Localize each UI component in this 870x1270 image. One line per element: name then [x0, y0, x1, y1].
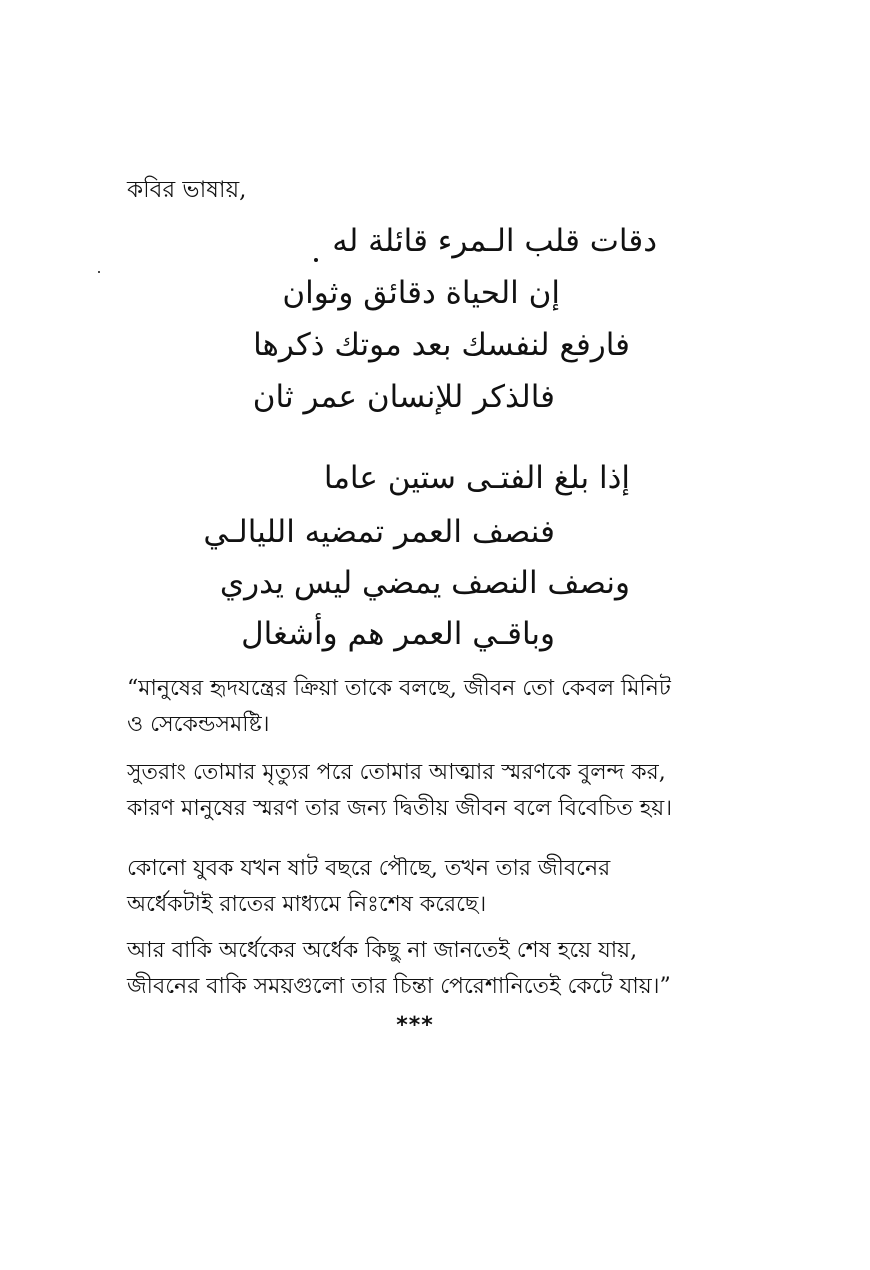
translation-paragraph [127, 851, 747, 923]
intro-line: কবির ভাষায়, [127, 177, 247, 203]
translation-paragraph [127, 755, 747, 827]
paragraph-line: “মানুষের হৃদযন্ত্রের ক্রিয়া তাকে বলছে, জীবন তো কেবল মিনিট [127, 676, 671, 701]
arabic-verse-line: ونصف النصف يمضي ليس يدري [219, 565, 630, 601]
print-speck [98, 271, 100, 273]
paragraph-line: ও সেকেন্ডসমষ্টি। [127, 712, 270, 737]
print-speck [314, 258, 318, 262]
arabic-verse-line: فنصف العمر تمضيه الليالـي [203, 514, 555, 550]
arabic-verse-line: فالذكر للإنسان عمر ثان [252, 379, 555, 415]
paragraph-line: সুতরাং তোমার মৃত্যুর পরে তোমার আত্মার স্মরণকে বুলন্দ কর, [127, 760, 666, 785]
section-separator: *** [396, 1013, 434, 1038]
paragraph-line: অর্ধেকটাই রাতের মাধ্যমে নিঃশেষ করেছে। [127, 892, 487, 917]
arabic-verse-line: فارفع لنفسك بعد موتك ذكرها [253, 327, 630, 363]
arabic-verse-line: وباقـي العمر هم وأشغال [241, 616, 555, 652]
paragraph-line: কারণ মানুষের স্মরণ তার জন্য দ্বিতীয় জীবন বলে বিবেচিত হয়। [127, 796, 673, 821]
arabic-verse-line: إذا بلغ الفتـى ستين عاما [323, 460, 630, 496]
paragraph-line: আর বাকি অর্ধেকের অর্ধেক কিছু না জানতেই শেষ হয়ে যায়, [127, 938, 638, 963]
translation-paragraph [127, 671, 747, 743]
translation-paragraph [127, 933, 747, 1005]
paragraph-line: কোনো যুবক যখন ষাট বছরে পৌছে, তখন তার জীবনের [127, 856, 611, 881]
arabic-verse-line: إن الحياة دقائق وثوان [282, 275, 560, 311]
arabic-verse-line: دقات قلب الـمرء قائلة له [332, 223, 657, 259]
paragraph-line: জীবনের বাকি সময়গুলো তার চিন্তা পেরেশানিতেই কেটে যায়।” [127, 974, 671, 999]
